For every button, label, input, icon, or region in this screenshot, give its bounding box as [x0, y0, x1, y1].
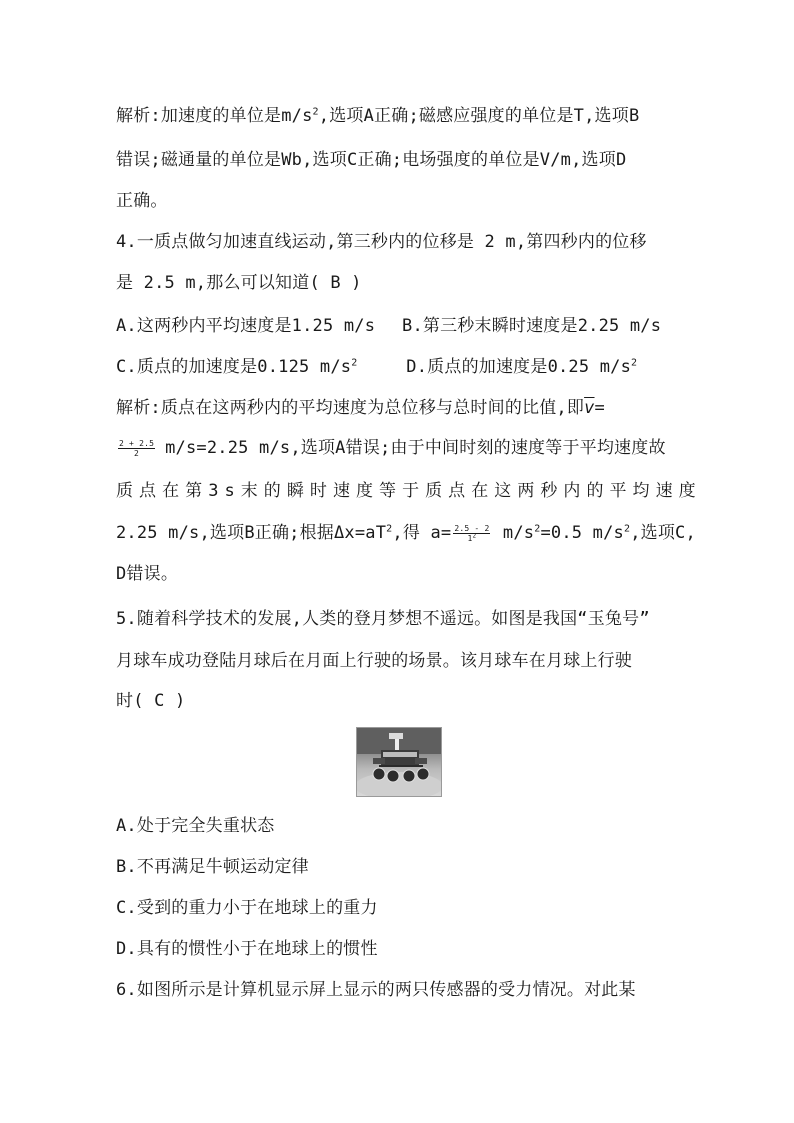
option-c: C.质点的加速度是0.125 $m/s^2$: [116, 357, 358, 377]
option-a: A.这两秒内平均速度是1.25 m/s: [116, 316, 376, 336]
analysis4-line1: 解析:质点在这两秒内的平均速度为总位移与总时间的比值,即$\overline{v}=$: [116, 398, 605, 418]
option-d: D.质点的加速度是0.25 $m/s^2$: [406, 357, 638, 377]
lunar-rover-image: [356, 727, 442, 797]
question5-option-d: D.具有的惯性小于在地球上的惯性: [116, 939, 378, 959]
question5-stem-line1: 5.随着科学技术的发展,人类的登月梦想不遥远。如图是我国“玉兔号”: [116, 609, 650, 629]
question5-option-c: C.受到的重力小于在地球上的重力: [116, 898, 378, 918]
analysis3-line2: 错误;磁通量的单位是Wb,选项C正确;电场强度的单位是V/m,选项D: [116, 150, 627, 170]
question4-stem-line2: 是 2.5 m,那么可以知道( B ): [116, 273, 362, 293]
fraction-average: $\frac{2 + 2.5}{2}$: [119, 438, 155, 458]
question4-stem-line1: 4.一质点做匀加速直线运动,第三秒内的位移是 2 m,第四秒内的位移: [116, 232, 647, 252]
analysis3-line3: 正确。: [116, 191, 168, 211]
question4-options-ab: [116, 314, 696, 338]
analysis4-line5: D错误。: [116, 564, 179, 584]
analysis3-line1: 解析:加速度的单位是$m/s^2$,选项A正确;磁感应强度的单位是T,选项B: [116, 106, 640, 126]
analysis4-line4: 2.25 m/s,选项B正确;根据$\Delta x=aT^2$,得 a= $\frac{2.5 - 2}{1^2}$ $m/s^2=0.5$ $m/s^2$,选项C,: [116, 523, 696, 543]
option-b: B.第三秒末瞬时速度是2.25 m/s: [402, 316, 662, 336]
fraction-acceleration: $\frac{2.5 - 2}{1^2}$: [454, 523, 490, 543]
question6-stem-line1: 6.如图所示是计算机显示屏上显示的两只传感器的受力情况。对此某: [116, 980, 636, 1000]
question5-stem-line3: 时( C ): [116, 691, 186, 711]
analysis4-line3: 质 点 在 第 3 s 末 的 瞬 时 速 度 等 于 质 点 在 这 两 秒 内 的 平 均 速 度: [116, 481, 696, 501]
question5-option-b: B.不再满足牛顿运动定律: [116, 857, 309, 877]
analysis4-line2: $\frac{2 + 2.5}{2}$ m/s=2.25 m/s,选项A错误;由于中间时刻的速度等于平均速度故: [119, 438, 666, 458]
lunar-rover-icon: [357, 728, 441, 796]
question5-stem-line2: 月球车成功登陆月球后在月面上行驶的场景。该月球车在月球上行驶: [116, 651, 632, 671]
question5-option-a: A.处于完全失重状态: [116, 816, 275, 836]
question4-options-cd: [116, 355, 696, 379]
